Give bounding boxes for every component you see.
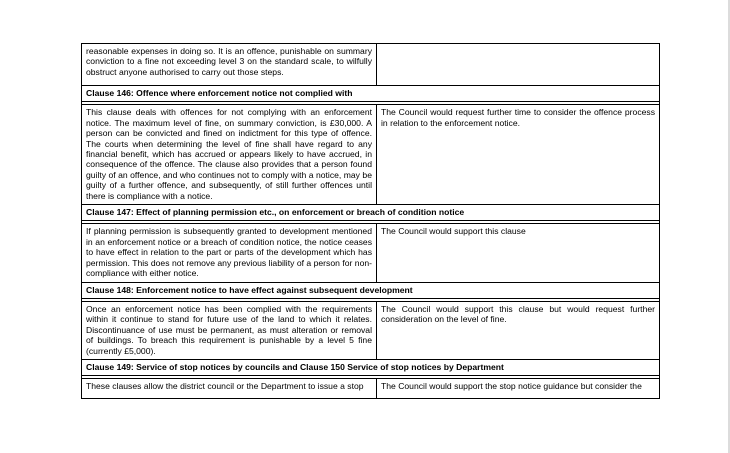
clause-heading-row <box>82 359 660 375</box>
explanation-cell: reasonable expenses in doing so. It is an offence, punishable on summary conviction to a fine not exceeding level 3 on the standard scale, to wilfully obstruct anyone authorised to carry out those steps. <box>82 44 377 86</box>
explanation-cell: If planning permission is subsequently granted to development mentioned in an enforcement notice or a breach of condition notice, the notice ceases to have effect in relation to the part or parts of the development which has permission. This does not remove any previous liability of a person for non-compliance with either notice. <box>82 224 377 282</box>
consultation-response-table <box>81 43 660 399</box>
table-row <box>82 379 660 399</box>
response-cell <box>377 379 660 399</box>
table-row <box>82 105 660 205</box>
clause-148-heading: Clause 148: Enforcement notice to have effect against subsequent development <box>82 282 660 298</box>
response-cell: The Council would support this clause but would request further consideration on the level of fine. <box>377 301 660 359</box>
clause-149-150-heading: Clause 149: Service of stop notices by councils and Clause 150 Service of stop notices by Department <box>82 359 660 375</box>
clause-heading-row <box>82 86 660 102</box>
clause-147-heading: Clause 147: Effect of planning permission etc., on enforcement or breach of condition notice <box>82 205 660 221</box>
table-row <box>82 224 660 282</box>
explanation-cell: This clause deals with offences for not complying with an enforcement notice. The maximum level of fine, on summary conviction, is £30,000. A person can be convicted and fined on indictment for this type of offence. The courts when determining the level of fine shall have regard to any financial benefit, which has accrued or appears likely to have accrued, in consequence of the offence. The clause also provides that a person found guilty of an offence, and who continues not to comply with a notice, may be guilty of a further offence, and subsequently, of still further offences until there is compliance with a notice. <box>82 105 377 205</box>
response-cell <box>377 44 660 86</box>
table-row <box>82 301 660 359</box>
response-cell: The Council would request further time to consider the offence process in relation to the enforcement notice. <box>377 105 660 205</box>
clause-heading-row <box>82 205 660 221</box>
clause-146-heading: Clause 146: Offence where enforcement notice not complied with <box>82 86 660 102</box>
explanation-cell <box>82 379 377 399</box>
cell-text: The Council would support the stop notice guidance but consider the <box>381 381 642 392</box>
cell-text: These clauses allow the district council or the Department to issue a stop <box>86 381 364 392</box>
clause-heading-row <box>82 282 660 298</box>
response-cell: The Council would support this clause <box>377 224 660 282</box>
explanation-cell: Once an enforcement notice has been complied with the requirements within it continue to stand for future use of the land to which it relates. Discontinuance of use must be permanent, as must alteration or removal of buildings. To breach this requirement is punishable by a level 5 fine (currently £5,000). <box>82 301 377 359</box>
table-row <box>82 44 660 86</box>
